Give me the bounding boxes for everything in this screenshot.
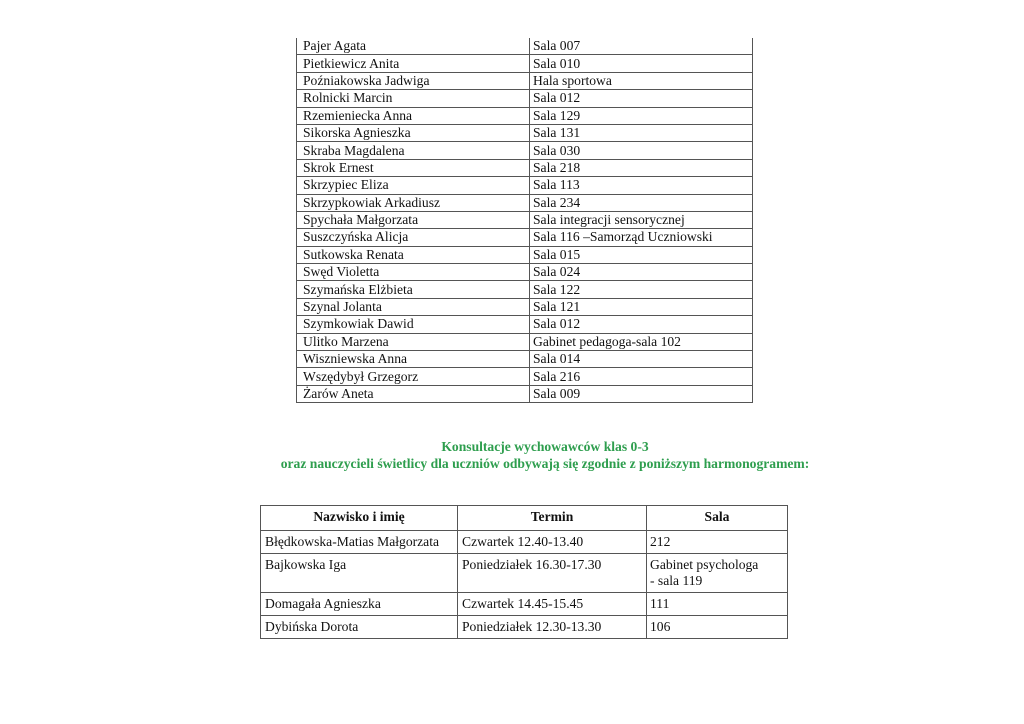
teacher-name-cell: Sutkowska Renata — [297, 246, 530, 263]
consultation-term-cell: Czwartek 12.40-13.40 — [458, 531, 647, 554]
room-cell — [647, 531, 788, 554]
table-row — [297, 316, 753, 333]
consultation-heading-line2: oraz nauczycieli świetlicy dla uczniów odbywają się zgodnie z poniższym harmonogramem: — [280, 456, 810, 471]
table-row — [297, 124, 753, 141]
room-cell: Sala 007 — [530, 38, 753, 55]
consultation-header-row — [261, 506, 788, 531]
room-cell: Sala 218 — [530, 159, 753, 176]
table-row — [297, 194, 753, 211]
table-row — [297, 142, 753, 159]
teacher-name-cell: Rzemieniecka Anna — [297, 107, 530, 124]
room-line: - sala 119 — [650, 573, 703, 588]
table-row — [261, 531, 788, 554]
table-row — [297, 385, 753, 402]
table-row — [297, 351, 753, 368]
table-row — [297, 368, 753, 385]
column-header-name: Nazwisko i imię — [261, 506, 458, 531]
teacher-name-cell: Swęd Violetta — [297, 264, 530, 281]
consultation-heading — [0, 438, 1024, 472]
table-row — [261, 593, 788, 616]
room-cell: Sala 122 — [530, 281, 753, 298]
table-row — [297, 333, 753, 350]
column-header-room: Sala — [647, 506, 788, 531]
table-row — [261, 554, 788, 593]
room-cell: Sala 014 — [530, 351, 753, 368]
room-cell: Sala 121 — [530, 298, 753, 315]
room-cell: Sala 116 –Samorząd Uczniowski — [530, 229, 753, 246]
table-row — [297, 229, 753, 246]
room-cell: Sala 010 — [530, 55, 753, 72]
table-row — [297, 264, 753, 281]
room-cell: Sala 024 — [530, 264, 753, 281]
teacher-name-cell: Skrzypkowiak Arkadiusz — [297, 194, 530, 211]
room-cell — [647, 593, 788, 616]
teacher-name-cell: Bajkowska Iga — [261, 554, 458, 593]
table-row — [297, 246, 753, 263]
room-line: 106 — [650, 619, 671, 634]
teacher-name-cell: Skraba Magdalena — [297, 142, 530, 159]
room-cell: Sala 131 — [530, 124, 753, 141]
room-cell: Sala 216 — [530, 368, 753, 385]
room-cell: Sala 012 — [530, 90, 753, 107]
table-row — [297, 211, 753, 228]
teacher-rooms-table — [296, 38, 753, 403]
teacher-name-cell: Domagała Agnieszka — [261, 593, 458, 616]
consultation-schedule-table — [260, 505, 788, 639]
consultation-table-body — [261, 531, 788, 639]
teacher-name-cell: Wiszniewska Anna — [297, 351, 530, 368]
teacher-name-cell: Szymkowiak Dawid — [297, 316, 530, 333]
room-cell: Gabinet pedagoga-sala 102 — [530, 333, 753, 350]
table-row — [297, 107, 753, 124]
column-header-term: Termin — [458, 506, 647, 531]
table-row — [297, 72, 753, 89]
consultation-term-cell: Czwartek 14.45-15.45 — [458, 593, 647, 616]
room-cell: Hala sportowa — [530, 72, 753, 89]
table-row — [297, 298, 753, 315]
room-cell: Sala 015 — [530, 246, 753, 263]
room-cell — [647, 616, 788, 639]
room-line: Gabinet psychologa — [650, 557, 759, 572]
table-row — [297, 281, 753, 298]
consultation-term-cell: Poniedziałek 12.30-13.30 — [458, 616, 647, 639]
teacher-name-cell: Szymańska Elżbieta — [297, 281, 530, 298]
table-row — [297, 90, 753, 107]
room-line: 212 — [650, 534, 671, 549]
teacher-name-cell: Suszczyńska Alicja — [297, 229, 530, 246]
teacher-name-cell: Żarów Aneta — [297, 385, 530, 402]
teacher-name-cell: Szynal Jolanta — [297, 298, 530, 315]
teacher-rooms-table-body — [297, 38, 753, 403]
room-cell: Sala 012 — [530, 316, 753, 333]
room-cell: Sala 030 — [530, 142, 753, 159]
teacher-name-cell: Pajer Agata — [297, 38, 530, 55]
table-row — [297, 55, 753, 72]
teacher-name-cell: Skrzypiec Eliza — [297, 177, 530, 194]
table-row — [297, 38, 753, 55]
consultation-term-cell: Poniedziałek 16.30-17.30 — [458, 554, 647, 593]
room-cell: Sala 234 — [530, 194, 753, 211]
teacher-name-cell: Dybińska Dorota — [261, 616, 458, 639]
teacher-name-cell: Wszędybył Grzegorz — [297, 368, 530, 385]
teacher-name-cell: Błędkowska-Matias Małgorzata — [261, 531, 458, 554]
room-cell: Sala 113 — [530, 177, 753, 194]
consultation-heading-line1: Konsultacje wychowawców klas 0-3 — [441, 439, 649, 454]
room-cell: Sala 129 — [530, 107, 753, 124]
table-row — [261, 616, 788, 639]
table-row — [297, 177, 753, 194]
teacher-name-cell: Pietkiewicz Anita — [297, 55, 530, 72]
teacher-name-cell: Sikorska Agnieszka — [297, 124, 530, 141]
room-cell: Sala 009 — [530, 385, 753, 402]
teacher-name-cell: Ulitko Marzena — [297, 333, 530, 350]
teacher-name-cell: Spychała Małgorzata — [297, 211, 530, 228]
teacher-name-cell: Rolnicki Marcin — [297, 90, 530, 107]
table-row — [297, 159, 753, 176]
teacher-name-cell: Skrok Ernest — [297, 159, 530, 176]
room-line: 111 — [650, 596, 670, 611]
room-cell: Sala integracji sensorycznej — [530, 211, 753, 228]
teacher-name-cell: Poźniakowska Jadwiga — [297, 72, 530, 89]
room-cell — [647, 554, 788, 593]
